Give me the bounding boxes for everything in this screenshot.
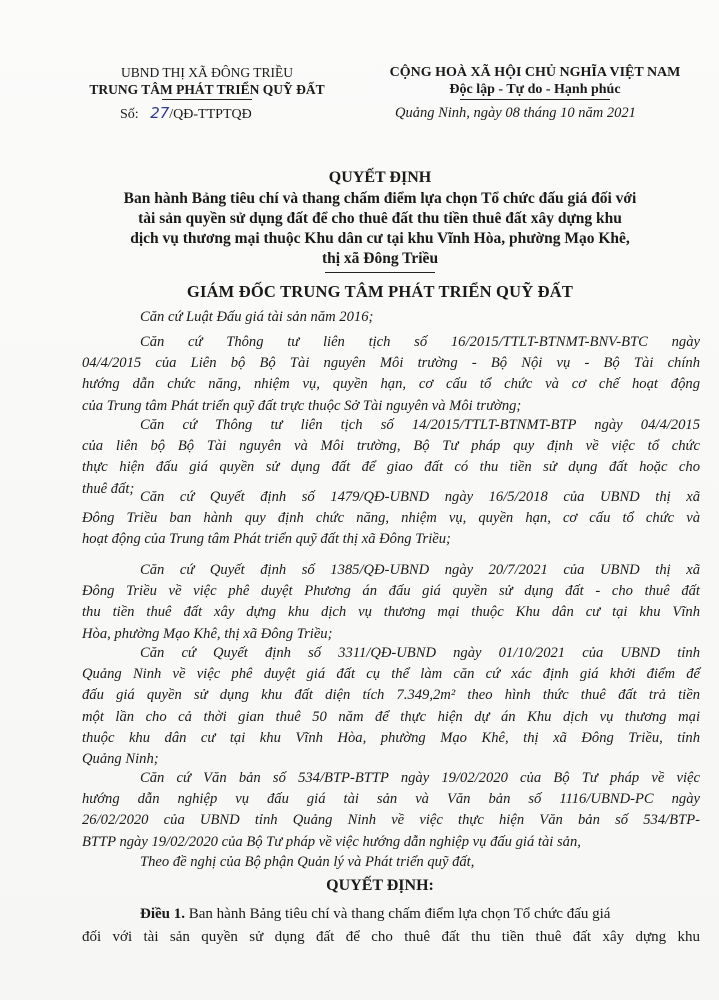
number-value: 27 bbox=[150, 104, 170, 122]
basis-6-line-2: Quảng Ninh về việc phê duyệt giá đất cụ thể làm căn cứ xác định giá khởi điểm để bbox=[82, 666, 700, 683]
basis-1-line-1: Căn cứ Luật Đấu giá tài sản năm 2016; bbox=[140, 309, 374, 325]
basis-5-line-1: Căn cứ Quyết định số 1385/QĐ-UBND ngày 20/7/2021 của UBND thị xã bbox=[140, 562, 700, 578]
org-parent: UBND THỊ XÃ ĐÔNG TRIỀU bbox=[121, 65, 293, 80]
title-line-3: dịch vụ thương mại thuộc Khu dân cư tại khu Vĩnh Hòa, phường Mạo Khê, bbox=[130, 230, 630, 247]
document-title bbox=[60, 168, 700, 273]
article-1-label: Điều 1. bbox=[140, 906, 185, 922]
country-name: CỘNG HOÀ XÃ HỘI CHỦ NGHĨA VIỆT NAM bbox=[389, 65, 681, 80]
basis-2-line-2: 04/4/2015 của Liên bộ Bộ Tài nguyên Môi trường - Bộ Nội vụ - Bộ Tài chính bbox=[82, 355, 700, 372]
basis-7-line-1: Căn cứ Văn bản số 534/BTP-BTTP ngày 19/02/2020 của Bộ Tư pháp về việc bbox=[140, 770, 700, 786]
director-heading: GIÁM ĐỐC TRUNG TÂM PHÁT TRIỂN QUỸ ĐẤT bbox=[186, 282, 574, 301]
article-1-text-1: Ban hành Bảng tiêu chí và thang chấm điểm lựa chọn Tổ chức đấu giá bbox=[185, 906, 611, 922]
org-underline bbox=[162, 99, 252, 100]
org-name bbox=[82, 81, 332, 98]
basis-7-line-3: 26/02/2020 của UBND tỉnh Quảng Ninh về việc thực hiện Văn bản số 534/BTP- bbox=[82, 812, 700, 829]
number-suffix: /QĐ-TTPTQĐ bbox=[169, 107, 252, 122]
basis-6-line-4: một lần cho cả thời gian thuê 50 năm để thực hiện dự án Khu dịch vụ thương mại bbox=[82, 708, 700, 725]
basis-7-line-4: BTTP ngày 19/02/2020 của Bộ Tư pháp về việc hướng dẫn nghiệp vụ đấu giá tài sản, bbox=[82, 833, 581, 850]
basis-4-line-1: Căn cứ Quyết định số 1479/QĐ-UBND ngày 16/5/2018 của UBND thị xã bbox=[140, 489, 700, 505]
basis-6-line-5: thuộc khu dân cư tại khu Vĩnh Hòa, phường Mạo Khê, thị xã Đông Triều, tỉnh bbox=[82, 729, 700, 746]
basis-7-line-2: hướng dẫn nghiệp vụ đấu giá tài sản và Văn bản số 1116/UBND-PC ngày bbox=[82, 791, 700, 808]
basis-8-line-1: Theo đề nghị của Bộ phận Quản lý và Phát triển quỹ đất, bbox=[140, 854, 475, 870]
basis-3-line-4: thuê đất; bbox=[82, 480, 135, 497]
basis-6-line-6: Quảng Ninh; bbox=[82, 751, 159, 767]
basis-4-line-2: Đông Triều ban hành quy định chức năng, nhiệm vụ, quyền hạn, cơ cấu tổ chức và bbox=[82, 510, 700, 527]
basis-3-line-1: Căn cứ Thông tư liên tịch số 14/2015/TTLT-BTNMT-BTP ngày 04/4/2015 bbox=[140, 417, 700, 433]
doc-type: QUYẾT ĐỊNH bbox=[328, 169, 432, 186]
basis-2-line-4: của Trung tâm Phát triển quỹ đất trực thuộc Sở Tài nguyên và Môi trường; bbox=[82, 397, 522, 414]
basis-6-line-3: đấu giá quyền sử dụng khu đất diện tích 7.349,2m² theo hình thức thuê đất trả tiền bbox=[82, 687, 700, 704]
article-1-line-2: đối với tài sản quyền sử dụng đất để cho thuê đất thu tiền thuê đất xây dựng khu bbox=[82, 929, 700, 945]
issuing-authority bbox=[82, 64, 332, 100]
decision-heading: QUYẾT ĐỊNH: bbox=[326, 877, 434, 894]
number-prefix: Số: bbox=[120, 107, 139, 122]
basis-4-line-3: hoạt động của Trung tâm Phát triển quỹ đất thị xã Đông Triều; bbox=[82, 531, 451, 548]
basis-5-line-4: Hòa, phường Mạo Khê, thị xã Đông Triều; bbox=[82, 625, 333, 642]
basis-3-line-2: của liên bộ Bộ Tài nguyên và Môi trường, Bộ Tư pháp quy định về việc tổ chức bbox=[82, 438, 700, 455]
title-line-1: Ban hành Bảng tiêu chí và thang chấm điểm lựa chọn Tổ chức đấu giá đối với bbox=[123, 190, 637, 207]
motto: Độc lập - Tự do - Hạnh phúc bbox=[449, 82, 621, 97]
title-line-4: thị xã Đông Triều bbox=[321, 250, 439, 267]
org-name-text: TRUNG TÂM PHÁT TRIỂN QUỸ ĐẤT bbox=[89, 82, 325, 97]
basis-2-line-1: Căn cứ Thông tư liên tịch số 16/2015/TTLT-BTNMT-BNV-BTC ngày bbox=[140, 334, 700, 350]
motto-underline bbox=[460, 99, 610, 100]
article-1-line-1 bbox=[140, 904, 700, 925]
title-underline bbox=[325, 272, 435, 273]
basis-5-line-3: thu tiền thuê đất xây dựng khu dịch vụ thương mại thuộc Khu dân cư tại khu Vĩnh bbox=[82, 604, 700, 621]
national-header bbox=[360, 64, 710, 100]
basis-5-line-2: Đông Triều về việc phê duyệt Phương án đấu giá quyền sử dụng đất - cho thuê đất bbox=[82, 583, 700, 600]
basis-2-line-3: hướng dẫn chức năng, nhiệm vụ, quyền hạn, cơ cấu tổ chức và cơ chế hoạt động bbox=[82, 376, 700, 393]
basis-6-line-1: Căn cứ Quyết định số 3311/QĐ-UBND ngày 01/10/2021 của UBND tỉnh bbox=[140, 645, 700, 661]
date-line: Quảng Ninh, ngày 08 tháng 10 năm 2021 bbox=[395, 105, 636, 121]
document-number bbox=[120, 104, 252, 123]
basis-3-line-3: thực hiện đấu giá quyền sử dụng đất để giao đất có thu tiền sử dụng đất hoặc cho bbox=[82, 459, 700, 476]
title-line-2: tài sản quyền sử dụng đất để cho thuê đất thu tiền thuê đất xây dựng khu bbox=[138, 210, 622, 227]
